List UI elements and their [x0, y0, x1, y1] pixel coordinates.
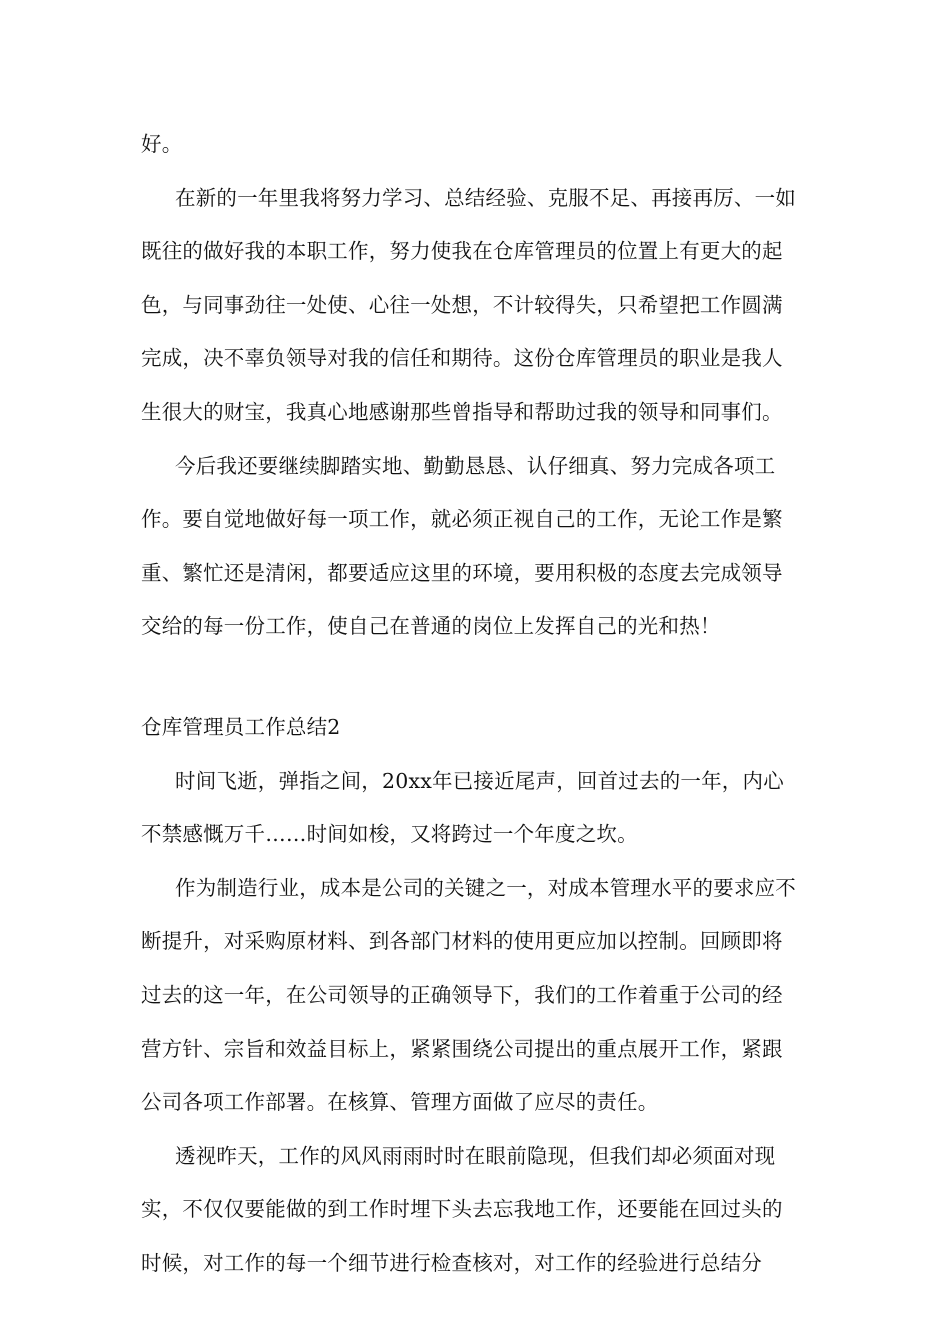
paragraph-5-line-1: 作为制造行业，成本是公司的关键之一，对成本管理水平的要求应不	[175, 875, 796, 900]
paragraph-2-line-5: 生很大的财宝，我真心地感谢那些曾指导和帮助过我的领导和同事们。	[141, 399, 783, 424]
paragraph-5-line-3: 过去的这一年，在公司领导的正确领导下，我们的工作着重于公司的经	[141, 982, 783, 1007]
section-heading: 仓库管理员工作总结2	[141, 714, 341, 739]
paragraph-5-line-4: 营方针、宗旨和效益目标上，紧紧围绕公司提出的重点展开工作，紧跟	[141, 1036, 783, 1061]
paragraph-2-line-4: 完成，决不辜负领导对我的信任和期待。这份仓库管理员的职业是我人	[141, 346, 783, 371]
paragraph-4-line-1: 时间飞逝，弹指之间，20xx年已接近尾声，回首过去的一年，内心	[175, 768, 784, 793]
paragraph-6-line-2: 实，不仅仅要能做的到工作时埋下头去忘我地工作，还要能在回过头的	[141, 1197, 783, 1222]
paragraph-5-line-2: 断提升，对采购原材料、到各部门材料的使用更应加以控制。回顾即将	[141, 929, 783, 954]
paragraph-3-line-3: 重、繁忙还是清闲，都要适应这里的环境，要用积极的态度去完成领导	[141, 560, 783, 585]
paragraph-4-line-2: 不禁感慨万千……时间如梭，又将跨过一个年度之坎。	[141, 822, 638, 847]
paragraph-3-line-4: 交给的每一份工作，使自己在普通的岗位上发挥自己的光和热！	[141, 614, 721, 639]
paragraph-1	[141, 118, 829, 172]
paragraph-4	[141, 755, 829, 862]
paragraph-3	[141, 440, 829, 654]
paragraph-2	[141, 172, 829, 440]
paragraph-6	[141, 1130, 829, 1291]
paragraph-5-line-5: 公司各项工作部署。在核算、管理方面做了应尽的责任。	[141, 1090, 659, 1115]
paragraph-3-line-1: 今后我还要继续脚踏实地、勤勤恳恳、认仔细真、努力完成各项工	[175, 453, 776, 478]
paragraph-1-line-1: 好。	[141, 132, 183, 156]
section-spacer	[141, 654, 829, 701]
paragraph-6-line-1: 透视昨天，工作的风风雨雨时时在眼前隐现，但我们却必须面对现	[175, 1143, 776, 1168]
paragraph-6-line-3: 时候，对工作的每一个细节进行检查核对，对工作的经验进行总结分	[141, 1250, 762, 1275]
section-heading-block	[141, 701, 829, 755]
paragraph-5	[141, 862, 829, 1130]
paragraph-3-line-2: 作。要自觉地做好每一项工作，就必须正视自己的工作，无论工作是繁	[141, 507, 783, 532]
document-body	[141, 118, 829, 1290]
paragraph-2-line-3: 色，与同事劲往一处使、心往一处想，不计较得失，只希望把工作圆满	[141, 292, 783, 317]
paragraph-2-line-1: 在新的一年里我将努力学习、总结经验、克服不足、再接再厉、一如	[175, 185, 796, 210]
paragraph-2-line-2: 既往的做好我的本职工作，努力使我在仓库管理员的位置上有更大的起	[141, 239, 783, 264]
